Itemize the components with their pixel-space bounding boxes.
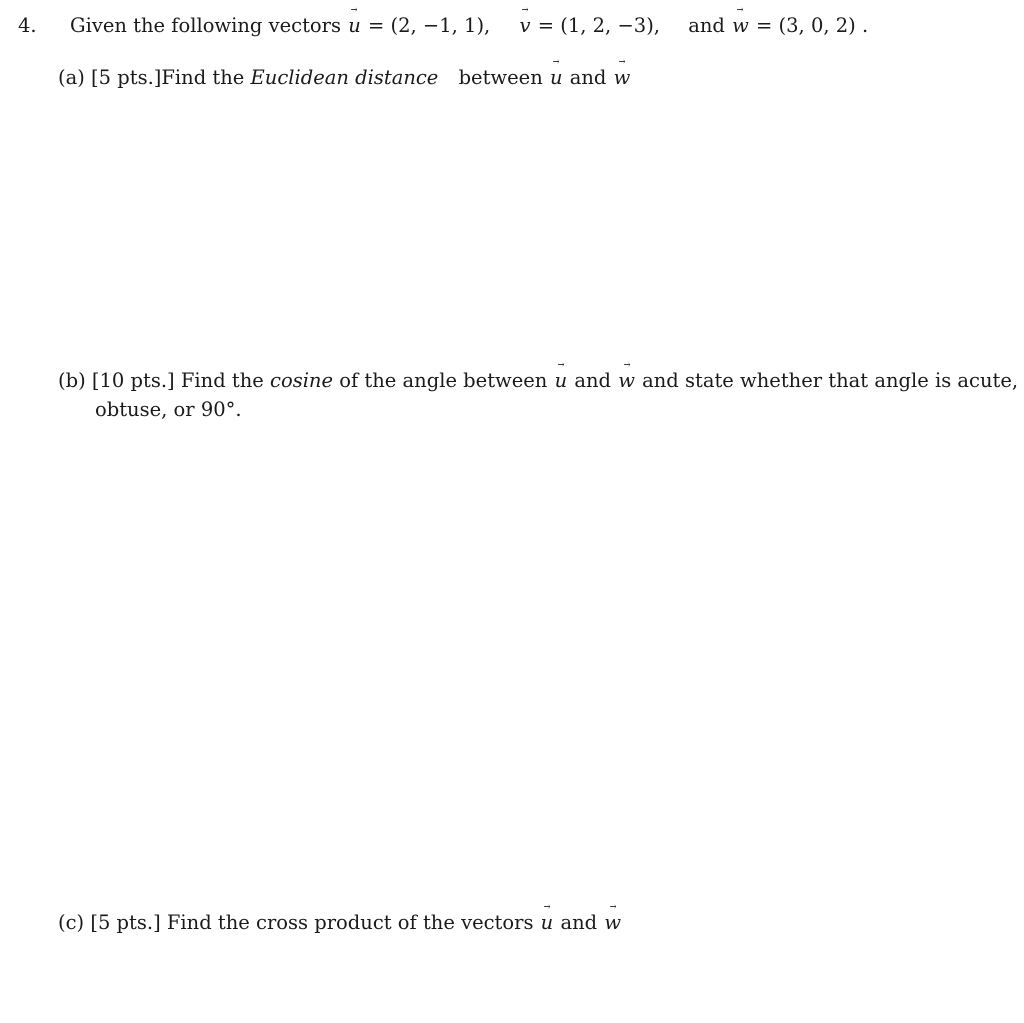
part-a-connector: and [569, 66, 607, 89]
part-b-text-after: and state whether that angle is acute, [642, 369, 1019, 392]
part-a-term: Euclidean distance [250, 66, 439, 89]
part-c-text-before: Find the cross product of the vectors [166, 911, 534, 934]
part-b-vec2: → w [617, 368, 636, 393]
part-b-line2: obtuse, or 90°. [95, 398, 242, 421]
vector-v-value: = (1, 2, −3), [537, 14, 661, 37]
part-b-term: cosine [270, 369, 334, 392]
part-b-text-mid: of the angle between [339, 369, 548, 392]
vector-v-symbol: → v [518, 13, 531, 38]
part-c-vec2: → w [603, 910, 622, 935]
part-b-text-before: Find the [180, 369, 264, 392]
part-b-vec1: → u [554, 368, 569, 393]
part-c-label: (c) [58, 911, 85, 934]
part-a-vec1: → u [549, 65, 564, 90]
part-b-points: [10 pts.] [91, 369, 175, 392]
stem-intro: Given the following vectors [70, 14, 341, 37]
vector-w-value: = (3, 0, 2) . [756, 14, 869, 37]
part-c-vec1: → u [540, 910, 555, 935]
part-a-text-after: between [458, 66, 543, 89]
vector-w-symbol: → w [731, 13, 750, 38]
part-a-points: [5 pts.]Find the [91, 66, 245, 89]
vector-u-value: = (2, −1, 1), [367, 14, 491, 37]
part-b-connector: and [574, 369, 612, 392]
part-a [58, 65, 631, 90]
part-c [58, 910, 622, 935]
part-a-label: (a) [58, 66, 85, 89]
question-number: 4. [18, 14, 37, 37]
part-c-connector: and [560, 911, 598, 934]
part-b-label: (b) [58, 369, 86, 392]
part-a-vec2: → w [613, 65, 632, 90]
question-stem [70, 13, 868, 38]
vector-u-symbol: → u [347, 13, 362, 38]
part-b [58, 368, 1018, 393]
part-c-points: [5 pts.] [90, 911, 161, 934]
stem-and: and [688, 14, 725, 37]
